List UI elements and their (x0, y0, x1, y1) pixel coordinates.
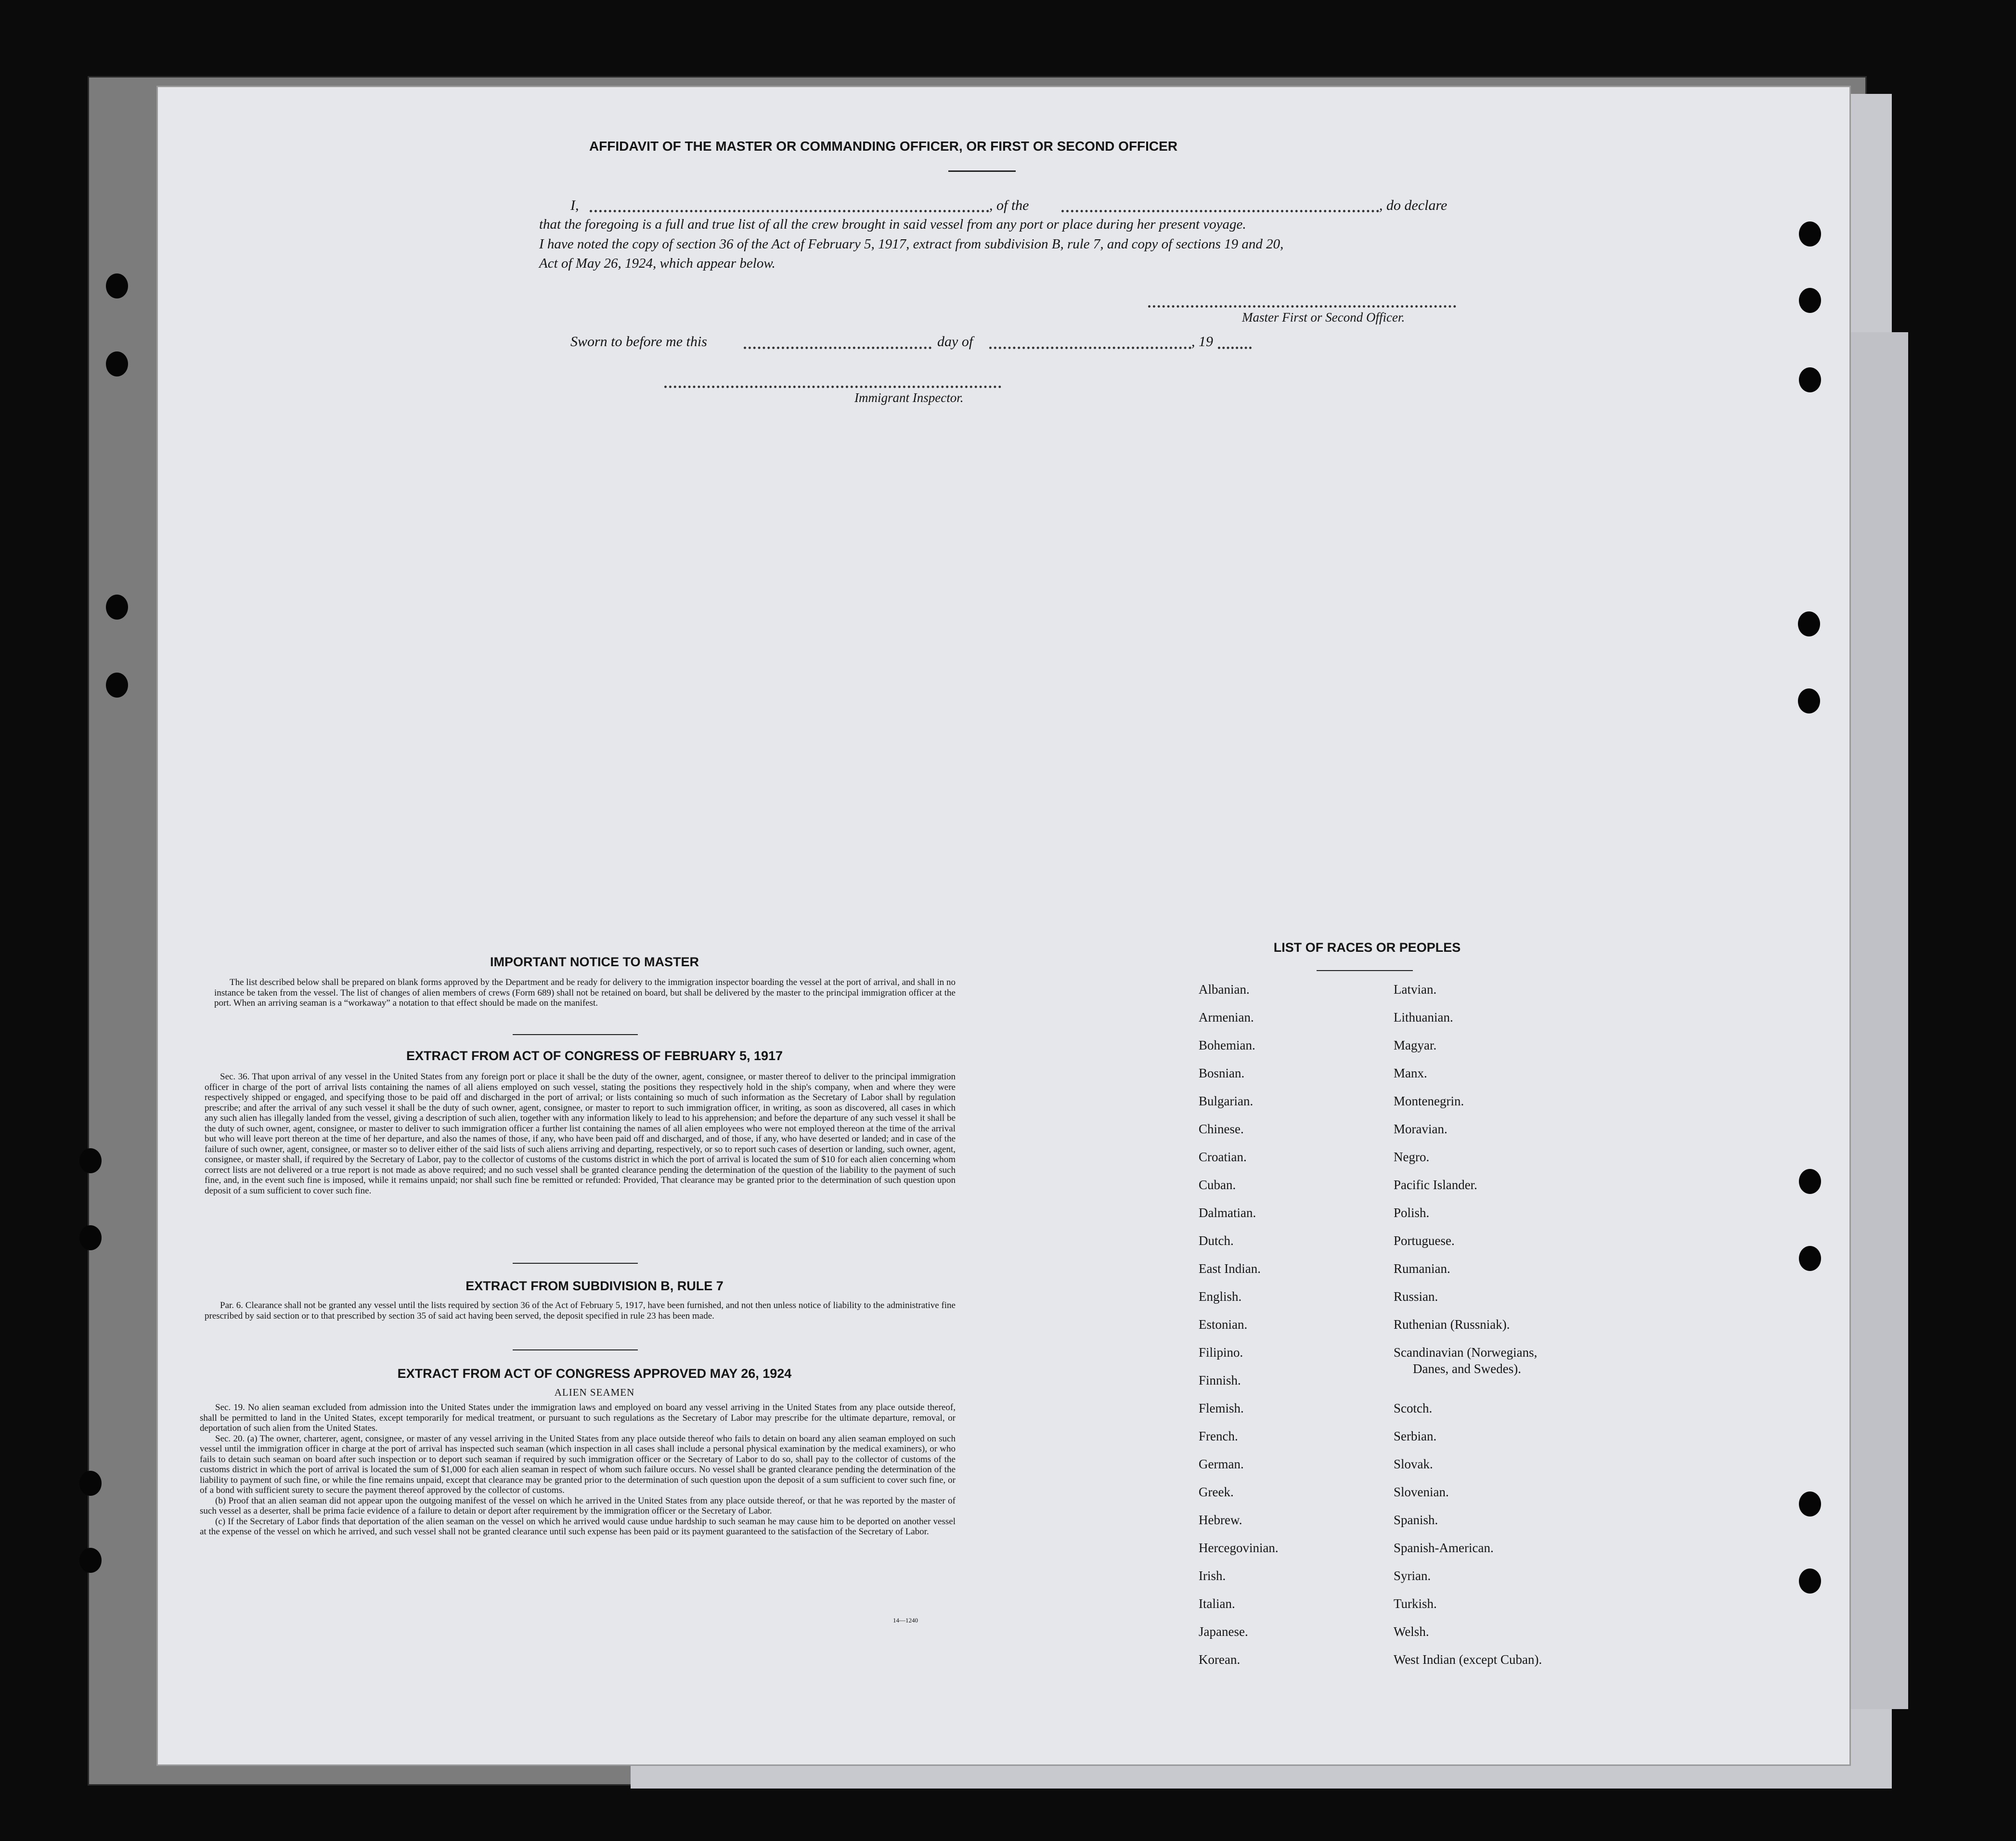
race-item: Korean. (1199, 1652, 1241, 1667)
race-item: Spanish-American. (1394, 1541, 1494, 1555)
race-item: Spanish. (1394, 1513, 1438, 1527)
form-number: 14—1240 (893, 1617, 918, 1624)
affidavit-page (156, 86, 1851, 1766)
binder-hole (1799, 1246, 1821, 1271)
race-item: Moravian. (1394, 1122, 1447, 1136)
race-item: Scandinavian (Norwegians, (1394, 1345, 1538, 1360)
race-item: Lithuanian. (1394, 1010, 1453, 1024)
race-item: Magyar. (1394, 1038, 1437, 1052)
race-item: Rumanian. (1394, 1261, 1450, 1276)
notice-paragraph: The list described below shall be prepared on blank forms approved by the Department and be ready for delivery to the immigration inspector boarding the vessel at the port of arrival, and shall in no instance be taken from the vessel. The list of changes of alien members of crews (Form 689) shall not be retained on board, but shall be delivered by the master to the principal immigration officer at the port. When an arriving seaman is a “workaway” a notation to that effect should be made on the manifest. (214, 977, 956, 1008)
race-item: Finnish. (1199, 1373, 1241, 1387)
extract-1917-text (205, 1072, 956, 1196)
race-item: Slovenian. (1394, 1485, 1449, 1499)
rule-7-paragraph: Par. 6. Clearance shall not be granted any vessel until the lists required by section 36 of the Act of February 5, 1917, have been furnished, and not then unless notice of liability to the administrative fine prescribed by said section or to that prescribed by section 35 of said act having been served, the deposit specified in rule 23 has been made. (205, 1300, 956, 1321)
race-item: Dalmatian. (1199, 1206, 1256, 1220)
of-the-label: , of the (989, 197, 1029, 213)
binder-hole (106, 595, 128, 620)
binder-hole (1799, 367, 1821, 392)
affidavit-body-line-3: Act of May 26, 1924, which appear below. (539, 256, 775, 271)
binder-hole (1798, 688, 1820, 713)
alien-seamen-subtitle: ALIEN SEAMEN (554, 1387, 635, 1398)
race-item: Russian. (1394, 1289, 1438, 1304)
race-item: Latvian. (1394, 982, 1437, 997)
affidavit-title: AFFIDAVIT OF THE MASTER OR COMMANDING OFFICER, OR FIRST OR SECOND OFFICER (589, 139, 1178, 154)
binder-hole (1799, 288, 1821, 313)
extract-1924-title: EXTRACT FROM ACT OF CONGRESS APPROVED MAY 26, 1924 (397, 1366, 792, 1381)
race-item: Bosnian. (1199, 1066, 1245, 1080)
binder-hole (1799, 221, 1821, 246)
binder-hole (1798, 611, 1820, 636)
sworn-month-blank (989, 347, 1191, 349)
race-item: Chinese. (1199, 1122, 1244, 1136)
race-item: Bohemian. (1199, 1038, 1255, 1052)
section-divider (513, 1263, 638, 1264)
race-item: Bulgarian. (1199, 1094, 1254, 1108)
binder-hole (79, 1225, 102, 1250)
affidavit-body-line-2: I have noted the copy of section 36 of the Act of February 5, 1917, extract from subdivision B, rule 7, and copy of sections 19 and 20, (539, 236, 1284, 252)
race-item: West Indian (except Cuban). (1394, 1652, 1542, 1667)
binder-hole (1799, 1491, 1821, 1517)
race-item: Negro. (1394, 1150, 1430, 1164)
affidavit-i-label: I, (570, 197, 579, 213)
section-divider (513, 1349, 638, 1350)
master-signature-line (1148, 305, 1456, 308)
race-item: Welsh. (1394, 1624, 1429, 1639)
extract-1924-text (200, 1402, 956, 1537)
race-item: Syrian. (1394, 1569, 1431, 1583)
race-item: Pacific Islander. (1394, 1178, 1477, 1192)
binder-hole (106, 673, 128, 698)
vessel-blank (1061, 210, 1379, 212)
race-item: French. (1199, 1429, 1238, 1443)
sworn-year-blank (1218, 347, 1252, 349)
do-declare-label: , do declare (1379, 197, 1447, 213)
races-title-underline (1317, 970, 1413, 971)
race-item: Estonian. (1199, 1317, 1248, 1332)
binder-hole (79, 1148, 102, 1173)
race-item: Hercegovinian. (1199, 1541, 1279, 1555)
title-underline (948, 170, 1016, 172)
race-item: German. (1199, 1457, 1244, 1471)
year-label: , 19 (1191, 334, 1213, 350)
section-divider (513, 1034, 638, 1035)
notice-title: IMPORTANT NOTICE TO MASTER (490, 955, 699, 969)
binder-hole (79, 1548, 102, 1573)
section-20a-paragraph: Sec. 20. (a) The owner, charterer, agent, consignee, or master of any vessel arriving in the United States from any place outside thereof who fails to detain on board any alien seaman employed on such vessel until the immigration officer in charge at the port of arrival has inspected such seaman (which inspection in all cases shall include a personal physical examination by the medical examiners), or who fails to detain such seaman on board after such inspection or to deport such seaman if required by such immigration officer or the Secretary of Labor to do so, shall pay to the collector of customs of the customs district in which the port of arrival is located the sum of $1,000 for each alien seaman in respect of whom such failure occurs. No vessel shall be granted clearance pending the determination of the liability to payment of such fine, or while the fine remains unpaid, except that clearance may be granted prior to the determination of such question upon the deposit of a sum sufficient to cover such fine, or of a bond with sufficient surety to secure the payment thereof approved by the collector of customs. (200, 1433, 956, 1495)
race-item: Irish. (1199, 1569, 1226, 1583)
section-36-paragraph: Sec. 36. That upon arrival of any vessel in the United States from any foreign port or place it shall be the duty of the owner, agent, consignee, or master thereof to deliver to the principal immigration officer in charge of the port of arrival lists containing the names of all aliens employed on such vessel, stating the positions they respectively hold in the ship's company, when and where they were respectively shipped or engaged, and specifying those to be paid off and discharged in the port of arrival; or lists containing so much of such information as the Secretary of Labor shall by regulation prescribe; and after the arrival of any such vessel it shall be the duty of such owner, agent, consignee, or master to report to such immigration officer, in writing, as soon as discovered, all cases in which any such alien has illegally landed from the vessel, giving a description of such alien, together with any information likely to lead to his apprehension; and before the departure of any such vessel it shall be the duty of such owner, agent, consignee, or master to deliver to such immigration officer a further list containing the names of all alien employees who were not employed thereon at the time of the arrival but who will leave port thereon at the time of her departure, and also the names of those, if any, who have been paid off and discharged, and of those, if any, who have deserted or landed; and in case of the failure of such owner, agent, consignee, or master so to deliver either of the said lists of such aliens arriving and departing, respectively, or so to report such cases of desertion or landing, such owner, agent, consignee, or master shall, if required by the Secretary of Labor, pay to the collector of customs of the customs district in which the port of arrival is located the sum of $10 for each alien concerning whom correct lists are not delivered or a true report is not made as above required; and no such vessel shall be granted clearance pending the determination of the question of the liability to the payment of such fine, and, in the event such fine is imposed, while it remains unpaid; nor shall such fine be remitted or refunded: Provided, That clearance may be granted prior to the determination of such question upon deposit of a sum sufficient to cover such fine. (205, 1072, 956, 1196)
sworn-label: Sworn to before me this (570, 334, 707, 350)
race-item: Slovak. (1394, 1457, 1433, 1471)
race-item: Japanese. (1199, 1624, 1248, 1639)
race-item: Serbian. (1394, 1429, 1437, 1443)
binder-hole (106, 351, 128, 376)
race-item: Montenegrin. (1394, 1094, 1464, 1108)
race-item: Cuban. (1199, 1178, 1236, 1192)
master-caption: Master First or Second Officer. (1242, 310, 1405, 324)
name-blank (590, 210, 989, 212)
race-item: Portuguese. (1394, 1233, 1455, 1248)
race-item: Greek. (1199, 1485, 1234, 1499)
race-item: English. (1199, 1289, 1242, 1304)
race-item: Turkish. (1394, 1596, 1437, 1611)
race-item: Danes, and Swedes). (1413, 1361, 1521, 1376)
extract-1917-title: EXTRACT FROM ACT OF CONGRESS OF FEBRUARY 5, 1917 (406, 1049, 783, 1063)
race-item: Hebrew. (1199, 1513, 1242, 1527)
notice-text (214, 977, 956, 1009)
race-item: Polish. (1394, 1206, 1430, 1220)
binder-hole (1799, 1169, 1821, 1194)
race-item: East Indian. (1199, 1261, 1261, 1276)
race-item: Manx. (1394, 1066, 1427, 1080)
race-item: Filipino. (1199, 1345, 1243, 1360)
binder-hole (106, 273, 128, 298)
day-of-label: day of (937, 334, 973, 350)
race-item: Ruthenian (Russniak). (1394, 1317, 1510, 1332)
races-title: LIST OF RACES OR PEOPLES (1273, 940, 1461, 955)
race-item: Croatian. (1199, 1150, 1247, 1164)
affidavit-body-line-1: that the foregoing is a full and true list of all the crew brought in said vessel from any port or place during her present voyage. (539, 217, 1246, 232)
section-19-paragraph: Sec. 19. No alien seaman excluded from admission into the United States under the immigration laws and employed on board any vessel arriving in the United States from any place outside thereof, shall be permitted to land in the United States, except temporarily for medical treatment, or pursuant to such regulations as the Secretary of Labor may prescribe for the ultimate departure, removal, or deportation of such alien from the United States. (200, 1402, 956, 1433)
race-item: Dutch. (1199, 1233, 1234, 1248)
inspector-caption: Immigrant Inspector. (854, 390, 964, 405)
inspector-signature-line (664, 386, 1001, 388)
sworn-day-blank (744, 347, 931, 349)
subdivision-b-title: EXTRACT FROM SUBDIVISION B, RULE 7 (465, 1279, 724, 1293)
race-item: Flemish. (1199, 1401, 1244, 1415)
race-item: Albanian. (1199, 982, 1250, 997)
section-20c-paragraph: (c) If the Secretary of Labor finds that deportation of the alien seaman on the vessel on which he arrived would cause undue hardship to such seaman he may cause him to be deported on another vessel at the expense of the vessel on which he arrived, and such vessel shall not be granted clearance until such expense has been paid or its payment guaranteed to the satisfaction of the Secretary of Labor. (200, 1516, 956, 1537)
subdivision-b-text (205, 1300, 956, 1321)
race-item: Armenian. (1199, 1010, 1254, 1024)
race-item: Italian. (1199, 1596, 1235, 1611)
race-item: Scotch. (1394, 1401, 1433, 1415)
binder-hole (79, 1471, 102, 1496)
binder-hole (1799, 1569, 1821, 1594)
section-20b-paragraph: (b) Proof that an alien seaman did not appear upon the outgoing manifest of the vessel on which he arrived in the United States from any place outside thereof, or that he was reported by the master of such vessel as a deserter, shall be prima facie evidence of a failure to detain or deport after requirement by the immigration officer or the Secretary of Labor. (200, 1495, 956, 1516)
